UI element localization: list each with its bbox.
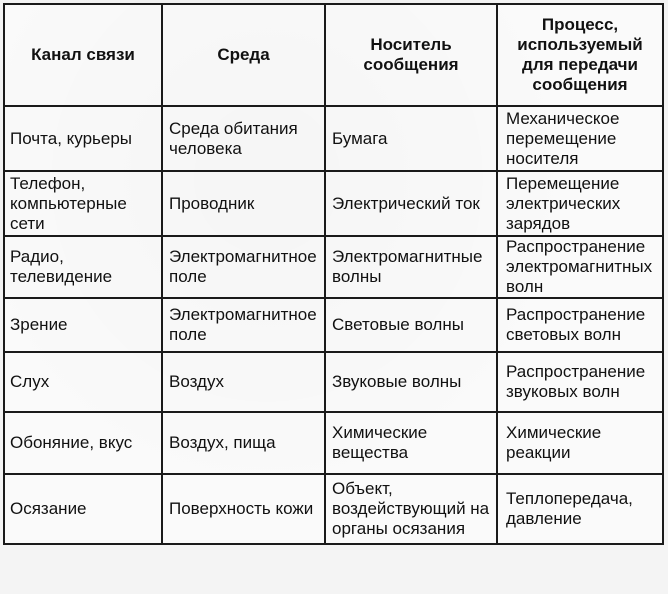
- cell-medium: Электромагнитное поле: [162, 236, 325, 298]
- table-row: [4, 412, 663, 474]
- cell-channel: Слух: [4, 352, 162, 412]
- cell-medium: Поверхность кожи: [162, 474, 325, 544]
- cell-carrier: Световые волны: [325, 298, 497, 352]
- cell-carrier: Электромагнитные волны: [325, 236, 497, 298]
- cell-carrier: Химические вещества: [325, 412, 497, 474]
- cell-medium: Проводник: [162, 171, 325, 236]
- communication-channels-table: [3, 3, 664, 545]
- table-header-row: [4, 4, 663, 106]
- cell-channel: Зрение: [4, 298, 162, 352]
- cell-process: Перемещение электрических зарядов: [497, 171, 663, 236]
- cell-process: Теплопередача, давление: [497, 474, 663, 544]
- cell-process: Распространение световых волн: [497, 298, 663, 352]
- cell-channel: Осязание: [4, 474, 162, 544]
- header-medium: Среда: [162, 4, 325, 106]
- cell-process: Механическое перемещение носителя: [497, 106, 663, 171]
- cell-carrier: Звуковые волны: [325, 352, 497, 412]
- table-row: [4, 106, 663, 171]
- table-row: [4, 171, 663, 236]
- cell-medium: Воздух, пища: [162, 412, 325, 474]
- header-process: Процесс, используемый для передачи сообщения: [497, 4, 663, 106]
- cell-process: Распространение звуковых волн: [497, 352, 663, 412]
- cell-medium: Воздух: [162, 352, 325, 412]
- cell-medium: Среда обитания человека: [162, 106, 325, 171]
- cell-channel: Обоняние, вкус: [4, 412, 162, 474]
- table-row: [4, 298, 663, 352]
- header-channel: Канал связи: [4, 4, 162, 106]
- table-row: [4, 474, 663, 544]
- cell-process: Распространение электромагнитных волн: [497, 236, 663, 298]
- cell-channel: Телефон, компьютерные сети: [4, 171, 162, 236]
- cell-carrier: Бумага: [325, 106, 497, 171]
- table-row: [4, 352, 663, 412]
- cell-carrier: Объект, воздействующий на органы осязания: [325, 474, 497, 544]
- cell-channel: Почта, курьеры: [4, 106, 162, 171]
- header-carrier: Носитель сообщения: [325, 4, 497, 106]
- table-row: [4, 236, 663, 298]
- cell-channel: Радио, телевидение: [4, 236, 162, 298]
- cell-medium: Электромагнитное поле: [162, 298, 325, 352]
- cell-process: Химические реакции: [497, 412, 663, 474]
- cell-carrier: Электрический ток: [325, 171, 497, 236]
